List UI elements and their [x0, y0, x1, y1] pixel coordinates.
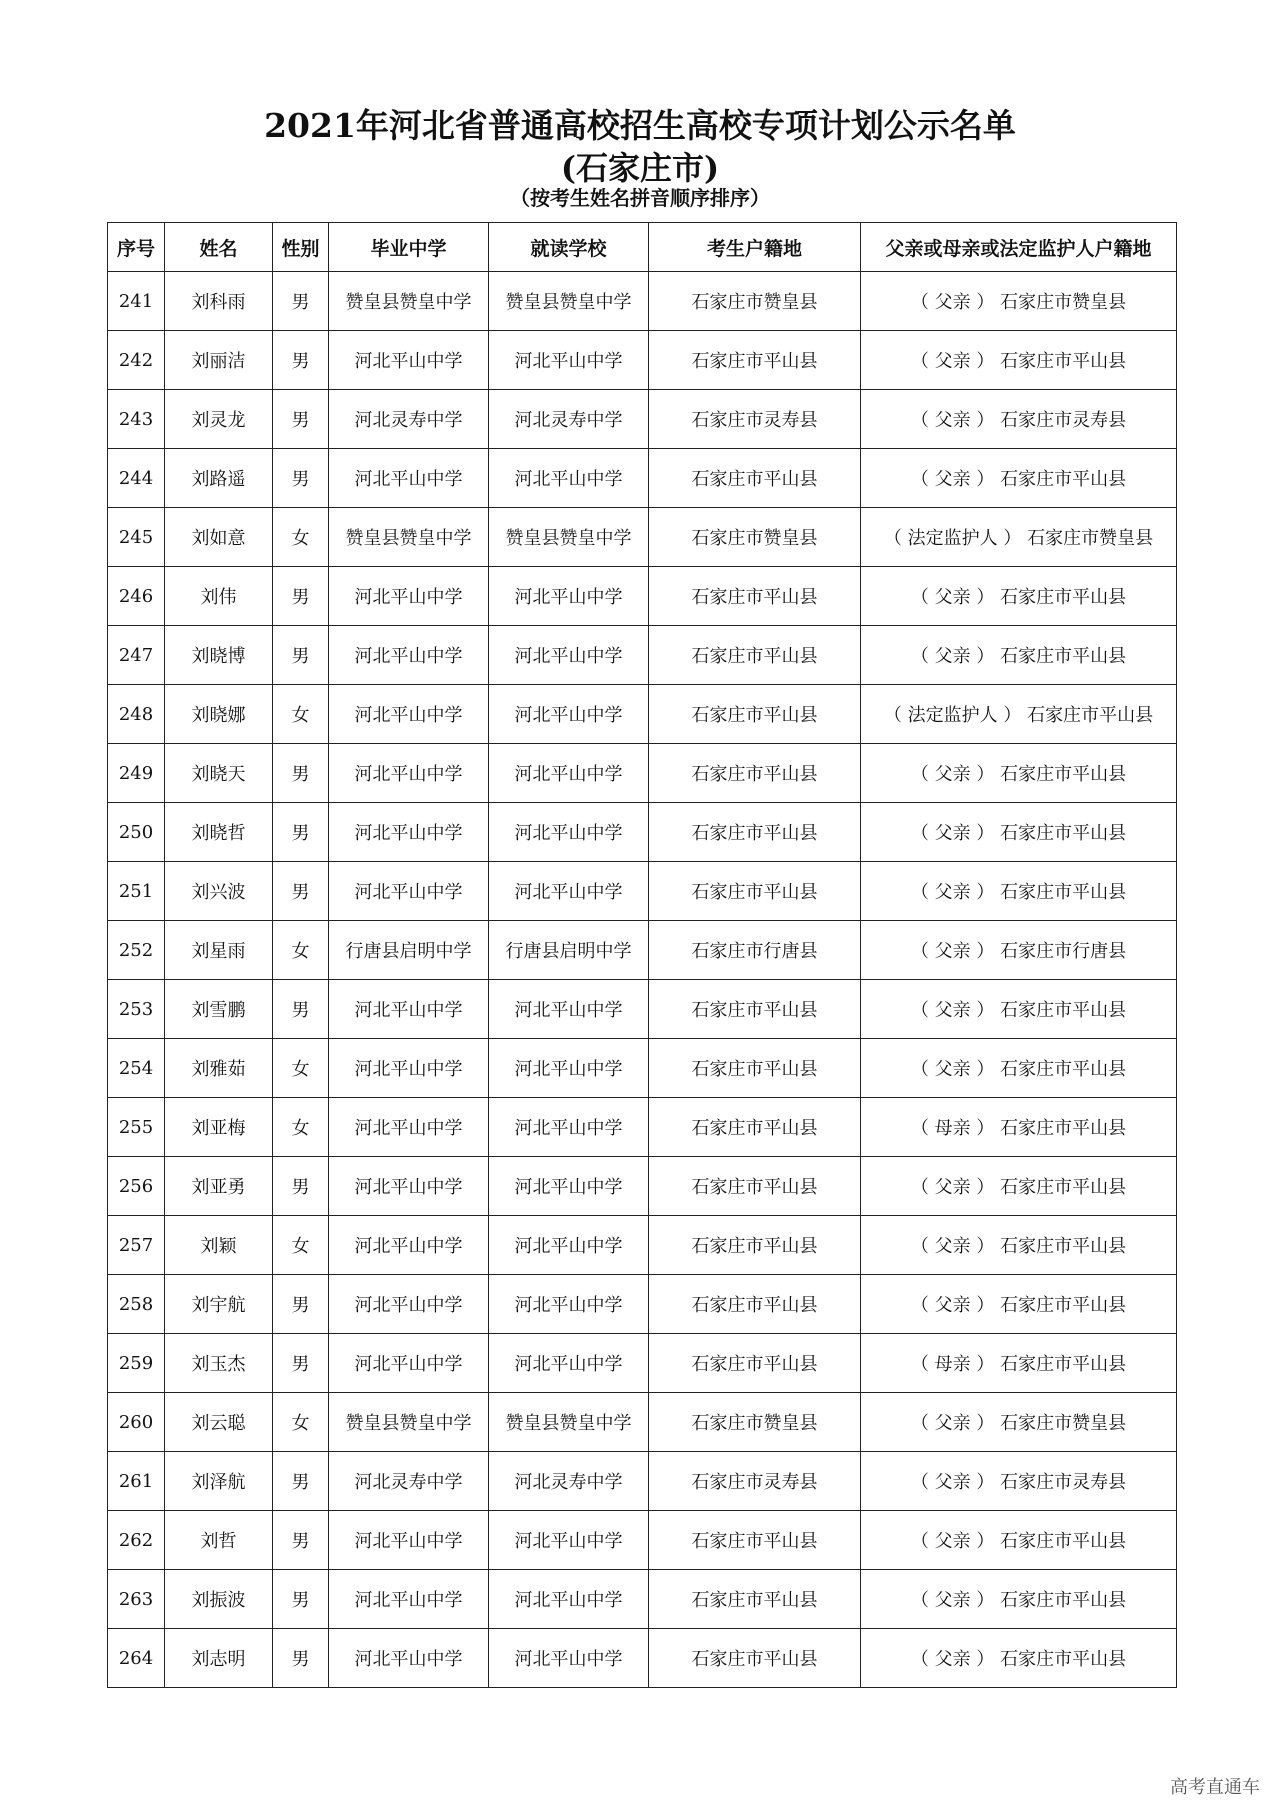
cell-current-school: 河北平山中学 [489, 1511, 649, 1570]
cell-name: 刘晓娜 [165, 685, 273, 744]
cell-current-school: 河北平山中学 [489, 1570, 649, 1629]
table-row [108, 803, 1177, 862]
cell-gender: 男 [273, 1511, 329, 1570]
cell-guardian-hukou: （ 父亲 ） 石家庄市平山县 [861, 1216, 1177, 1275]
cell-current-school: 河北平山中学 [489, 980, 649, 1039]
cell-gender: 男 [273, 1334, 329, 1393]
cell-gender: 男 [273, 1452, 329, 1511]
cell-name: 刘颖 [165, 1216, 273, 1275]
cell-no: 242 [108, 331, 165, 390]
cell-gender: 男 [273, 626, 329, 685]
cell-hukou: 石家庄市平山县 [649, 1629, 861, 1688]
cell-gender: 男 [273, 449, 329, 508]
cell-guardian-hukou: （ 母亲 ） 石家庄市平山县 [861, 1098, 1177, 1157]
cell-hukou: 石家庄市平山县 [649, 1511, 861, 1570]
table-row [108, 685, 1177, 744]
cell-no: 241 [108, 272, 165, 331]
cell-no: 249 [108, 744, 165, 803]
col-header-grad-school: 毕业中学 [329, 223, 489, 272]
cell-guardian-hukou: （ 父亲 ） 石家庄市平山县 [861, 862, 1177, 921]
cell-hukou: 石家庄市平山县 [649, 331, 861, 390]
cell-name: 刘玉杰 [165, 1334, 273, 1393]
cell-guardian-hukou: （ 法定监护人 ） 石家庄市赞皇县 [861, 508, 1177, 567]
cell-grad-school: 河北灵寿中学 [329, 390, 489, 449]
cell-no: 257 [108, 1216, 165, 1275]
cell-grad-school: 河北平山中学 [329, 626, 489, 685]
cell-current-school: 河北平山中学 [489, 803, 649, 862]
cell-no: 253 [108, 980, 165, 1039]
col-header-guardian-hukou: 父亲或母亲或法定监护人户籍地 [861, 223, 1177, 272]
table-row [108, 508, 1177, 567]
cell-no: 244 [108, 449, 165, 508]
roster-table [107, 222, 1177, 1688]
cell-current-school: 赞皇县赞皇中学 [489, 1393, 649, 1452]
cell-no: 263 [108, 1570, 165, 1629]
cell-name: 刘哲 [165, 1511, 273, 1570]
cell-gender: 女 [273, 685, 329, 744]
cell-name: 刘丽洁 [165, 331, 273, 390]
cell-no: 262 [108, 1511, 165, 1570]
cell-current-school: 河北平山中学 [489, 567, 649, 626]
cell-name: 刘伟 [165, 567, 273, 626]
cell-current-school: 河北平山中学 [489, 744, 649, 803]
cell-hukou: 石家庄市平山县 [649, 1157, 861, 1216]
cell-guardian-hukou: （ 父亲 ） 石家庄市平山县 [861, 567, 1177, 626]
cell-hukou: 石家庄市赞皇县 [649, 272, 861, 331]
cell-name: 刘灵龙 [165, 390, 273, 449]
cell-guardian-hukou: （ 父亲 ） 石家庄市平山县 [861, 1570, 1177, 1629]
cell-hukou: 石家庄市平山县 [649, 803, 861, 862]
cell-no: 246 [108, 567, 165, 626]
table-row [108, 980, 1177, 1039]
cell-hukou: 石家庄市平山县 [649, 1275, 861, 1334]
table-row [108, 1334, 1177, 1393]
cell-guardian-hukou: （ 父亲 ） 石家庄市灵寿县 [861, 1452, 1177, 1511]
cell-current-school: 河北灵寿中学 [489, 390, 649, 449]
cell-guardian-hukou: （ 父亲 ） 石家庄市赞皇县 [861, 272, 1177, 331]
cell-no: 259 [108, 1334, 165, 1393]
cell-guardian-hukou: （ 父亲 ） 石家庄市平山县 [861, 1511, 1177, 1570]
cell-no: 252 [108, 921, 165, 980]
table-row [108, 567, 1177, 626]
cell-grad-school: 河北平山中学 [329, 980, 489, 1039]
cell-guardian-hukou: （ 父亲 ） 石家庄市平山县 [861, 980, 1177, 1039]
table-row [108, 449, 1177, 508]
cell-gender: 男 [273, 1275, 329, 1334]
cell-hukou: 石家庄市平山县 [649, 567, 861, 626]
table-row [108, 744, 1177, 803]
cell-gender: 男 [273, 390, 329, 449]
cell-current-school: 河北平山中学 [489, 1039, 649, 1098]
cell-gender: 女 [273, 1216, 329, 1275]
cell-hukou: 石家庄市行唐县 [649, 921, 861, 980]
cell-name: 刘泽航 [165, 1452, 273, 1511]
cell-gender: 男 [273, 567, 329, 626]
cell-name: 刘振波 [165, 1570, 273, 1629]
cell-gender: 女 [273, 508, 329, 567]
cell-current-school: 河北平山中学 [489, 685, 649, 744]
table-header-row [108, 223, 1177, 272]
table-row [108, 921, 1177, 980]
table-row [108, 1393, 1177, 1452]
cell-gender: 男 [273, 1157, 329, 1216]
cell-hukou: 石家庄市平山县 [649, 1039, 861, 1098]
table-row [108, 1275, 1177, 1334]
cell-grad-school: 河北平山中学 [329, 567, 489, 626]
cell-grad-school: 河北平山中学 [329, 744, 489, 803]
cell-guardian-hukou: （ 父亲 ） 石家庄市平山县 [861, 449, 1177, 508]
cell-hukou: 石家庄市平山县 [649, 980, 861, 1039]
table-row [108, 1098, 1177, 1157]
cell-current-school: 河北平山中学 [489, 1629, 649, 1688]
cell-guardian-hukou: （ 法定监护人 ） 石家庄市平山县 [861, 685, 1177, 744]
cell-gender: 男 [273, 272, 329, 331]
cell-guardian-hukou: （ 父亲 ） 石家庄市平山县 [861, 1629, 1177, 1688]
table-row [108, 1511, 1177, 1570]
cell-current-school: 赞皇县赞皇中学 [489, 508, 649, 567]
cell-grad-school: 河北灵寿中学 [329, 1452, 489, 1511]
col-header-name: 姓名 [165, 223, 273, 272]
cell-grad-school: 河北平山中学 [329, 449, 489, 508]
cell-current-school: 河北平山中学 [489, 862, 649, 921]
cell-grad-school: 河北平山中学 [329, 1629, 489, 1688]
cell-gender: 女 [273, 1098, 329, 1157]
cell-name: 刘亚勇 [165, 1157, 273, 1216]
cell-guardian-hukou: （ 父亲 ） 石家庄市平山县 [861, 1275, 1177, 1334]
cell-gender: 男 [273, 980, 329, 1039]
cell-current-school: 河北平山中学 [489, 1157, 649, 1216]
cell-no: 258 [108, 1275, 165, 1334]
cell-grad-school: 赞皇县赞皇中学 [329, 508, 489, 567]
cell-guardian-hukou: （ 父亲 ） 石家庄市平山县 [861, 626, 1177, 685]
cell-name: 刘星雨 [165, 921, 273, 980]
cell-grad-school: 河北平山中学 [329, 862, 489, 921]
cell-name: 刘雅茹 [165, 1039, 273, 1098]
cell-hukou: 石家庄市平山县 [649, 1570, 861, 1629]
cell-name: 刘云聪 [165, 1393, 273, 1452]
cell-name: 刘科雨 [165, 272, 273, 331]
cell-no: 255 [108, 1098, 165, 1157]
cell-guardian-hukou: （ 父亲 ） 石家庄市平山县 [861, 331, 1177, 390]
cell-current-school: 赞皇县赞皇中学 [489, 272, 649, 331]
cell-gender: 男 [273, 1570, 329, 1629]
col-header-gender: 性别 [273, 223, 329, 272]
cell-current-school: 河北平山中学 [489, 626, 649, 685]
col-header-current-school: 就读学校 [489, 223, 649, 272]
cell-gender: 男 [273, 1629, 329, 1688]
document-subtitle: (石家庄市) [560, 149, 720, 187]
cell-grad-school: 河北平山中学 [329, 1157, 489, 1216]
cell-gender: 女 [273, 921, 329, 980]
cell-name: 刘亚梅 [165, 1098, 273, 1157]
cell-gender: 女 [273, 1393, 329, 1452]
cell-hukou: 石家庄市平山县 [649, 685, 861, 744]
cell-current-school: 河北平山中学 [489, 1216, 649, 1275]
cell-name: 刘雪鹏 [165, 980, 273, 1039]
cell-no: 250 [108, 803, 165, 862]
cell-grad-school: 河北平山中学 [329, 1570, 489, 1629]
cell-no: 264 [108, 1629, 165, 1688]
cell-gender: 男 [273, 744, 329, 803]
cell-no: 256 [108, 1157, 165, 1216]
col-header-no: 序号 [108, 223, 165, 272]
col-header-hukou: 考生户籍地 [649, 223, 861, 272]
cell-guardian-hukou: （ 父亲 ） 石家庄市平山县 [861, 1157, 1177, 1216]
cell-grad-school: 行唐县启明中学 [329, 921, 489, 980]
cell-grad-school: 河北平山中学 [329, 1216, 489, 1275]
cell-hukou: 石家庄市赞皇县 [649, 1393, 861, 1452]
cell-grad-school: 河北平山中学 [329, 1039, 489, 1098]
cell-grad-school: 赞皇县赞皇中学 [329, 272, 489, 331]
cell-current-school: 河北平山中学 [489, 1098, 649, 1157]
cell-hukou: 石家庄市平山县 [649, 744, 861, 803]
cell-grad-school: 河北平山中学 [329, 685, 489, 744]
cell-current-school: 河北灵寿中学 [489, 1452, 649, 1511]
cell-name: 刘晓哲 [165, 803, 273, 862]
cell-name: 刘志明 [165, 1629, 273, 1688]
cell-hukou: 石家庄市平山县 [649, 626, 861, 685]
cell-guardian-hukou: （ 母亲 ） 石家庄市平山县 [861, 1334, 1177, 1393]
cell-current-school: 河北平山中学 [489, 1275, 649, 1334]
cell-guardian-hukou: （ 父亲 ） 石家庄市平山县 [861, 803, 1177, 862]
cell-name: 刘如意 [165, 508, 273, 567]
cell-grad-school: 河北平山中学 [329, 1098, 489, 1157]
cell-guardian-hukou: （ 父亲 ） 石家庄市平山县 [861, 1039, 1177, 1098]
table-row [108, 626, 1177, 685]
cell-guardian-hukou: （ 父亲 ） 石家庄市平山县 [861, 744, 1177, 803]
cell-current-school: 行唐县启明中学 [489, 921, 649, 980]
table-row [108, 331, 1177, 390]
cell-grad-school: 赞皇县赞皇中学 [329, 1393, 489, 1452]
table-row [108, 1452, 1177, 1511]
cell-name: 刘晓博 [165, 626, 273, 685]
table-row [108, 390, 1177, 449]
cell-no: 248 [108, 685, 165, 744]
cell-name: 刘晓天 [165, 744, 273, 803]
cell-grad-school: 河北平山中学 [329, 1334, 489, 1393]
cell-hukou: 石家庄市赞皇县 [649, 508, 861, 567]
watermark: 高考直通车 [1170, 1777, 1260, 1798]
cell-guardian-hukou: （ 父亲 ） 石家庄市赞皇县 [861, 1393, 1177, 1452]
cell-current-school: 河北平山中学 [489, 449, 649, 508]
document-title: 2021年河北省普通高校招生高校专项计划公示名单 [264, 106, 1016, 145]
cell-name: 刘路遥 [165, 449, 273, 508]
cell-hukou: 石家庄市平山县 [649, 862, 861, 921]
cell-no: 251 [108, 862, 165, 921]
cell-hukou: 石家庄市平山县 [649, 449, 861, 508]
table-row [108, 1216, 1177, 1275]
table-row [108, 1570, 1177, 1629]
cell-guardian-hukou: （ 父亲 ） 石家庄市行唐县 [861, 921, 1177, 980]
cell-hukou: 石家庄市平山县 [649, 1334, 861, 1393]
cell-no: 247 [108, 626, 165, 685]
cell-gender: 男 [273, 803, 329, 862]
cell-gender: 男 [273, 862, 329, 921]
table-row [108, 1157, 1177, 1216]
cell-current-school: 河北平山中学 [489, 331, 649, 390]
cell-grad-school: 河北平山中学 [329, 803, 489, 862]
cell-no: 261 [108, 1452, 165, 1511]
cell-no: 260 [108, 1393, 165, 1452]
cell-no: 254 [108, 1039, 165, 1098]
table-row [108, 272, 1177, 331]
cell-name: 刘兴波 [165, 862, 273, 921]
cell-name: 刘宇航 [165, 1275, 273, 1334]
cell-no: 243 [108, 390, 165, 449]
cell-hukou: 石家庄市平山县 [649, 1098, 861, 1157]
table-row [108, 862, 1177, 921]
cell-hukou: 石家庄市灵寿县 [649, 1452, 861, 1511]
cell-hukou: 石家庄市灵寿县 [649, 390, 861, 449]
table-body [108, 272, 1177, 1688]
cell-grad-school: 河北平山中学 [329, 1511, 489, 1570]
cell-no: 245 [108, 508, 165, 567]
table-row [108, 1039, 1177, 1098]
cell-guardian-hukou: （ 父亲 ） 石家庄市灵寿县 [861, 390, 1177, 449]
cell-grad-school: 河北平山中学 [329, 1275, 489, 1334]
cell-current-school: 河北平山中学 [489, 1334, 649, 1393]
cell-hukou: 石家庄市平山县 [649, 1216, 861, 1275]
cell-gender: 女 [273, 1039, 329, 1098]
cell-grad-school: 河北平山中学 [329, 331, 489, 390]
table-row [108, 1629, 1177, 1688]
cell-gender: 男 [273, 331, 329, 390]
sort-note: （按考生姓名拼音顺序排序） [510, 186, 770, 210]
